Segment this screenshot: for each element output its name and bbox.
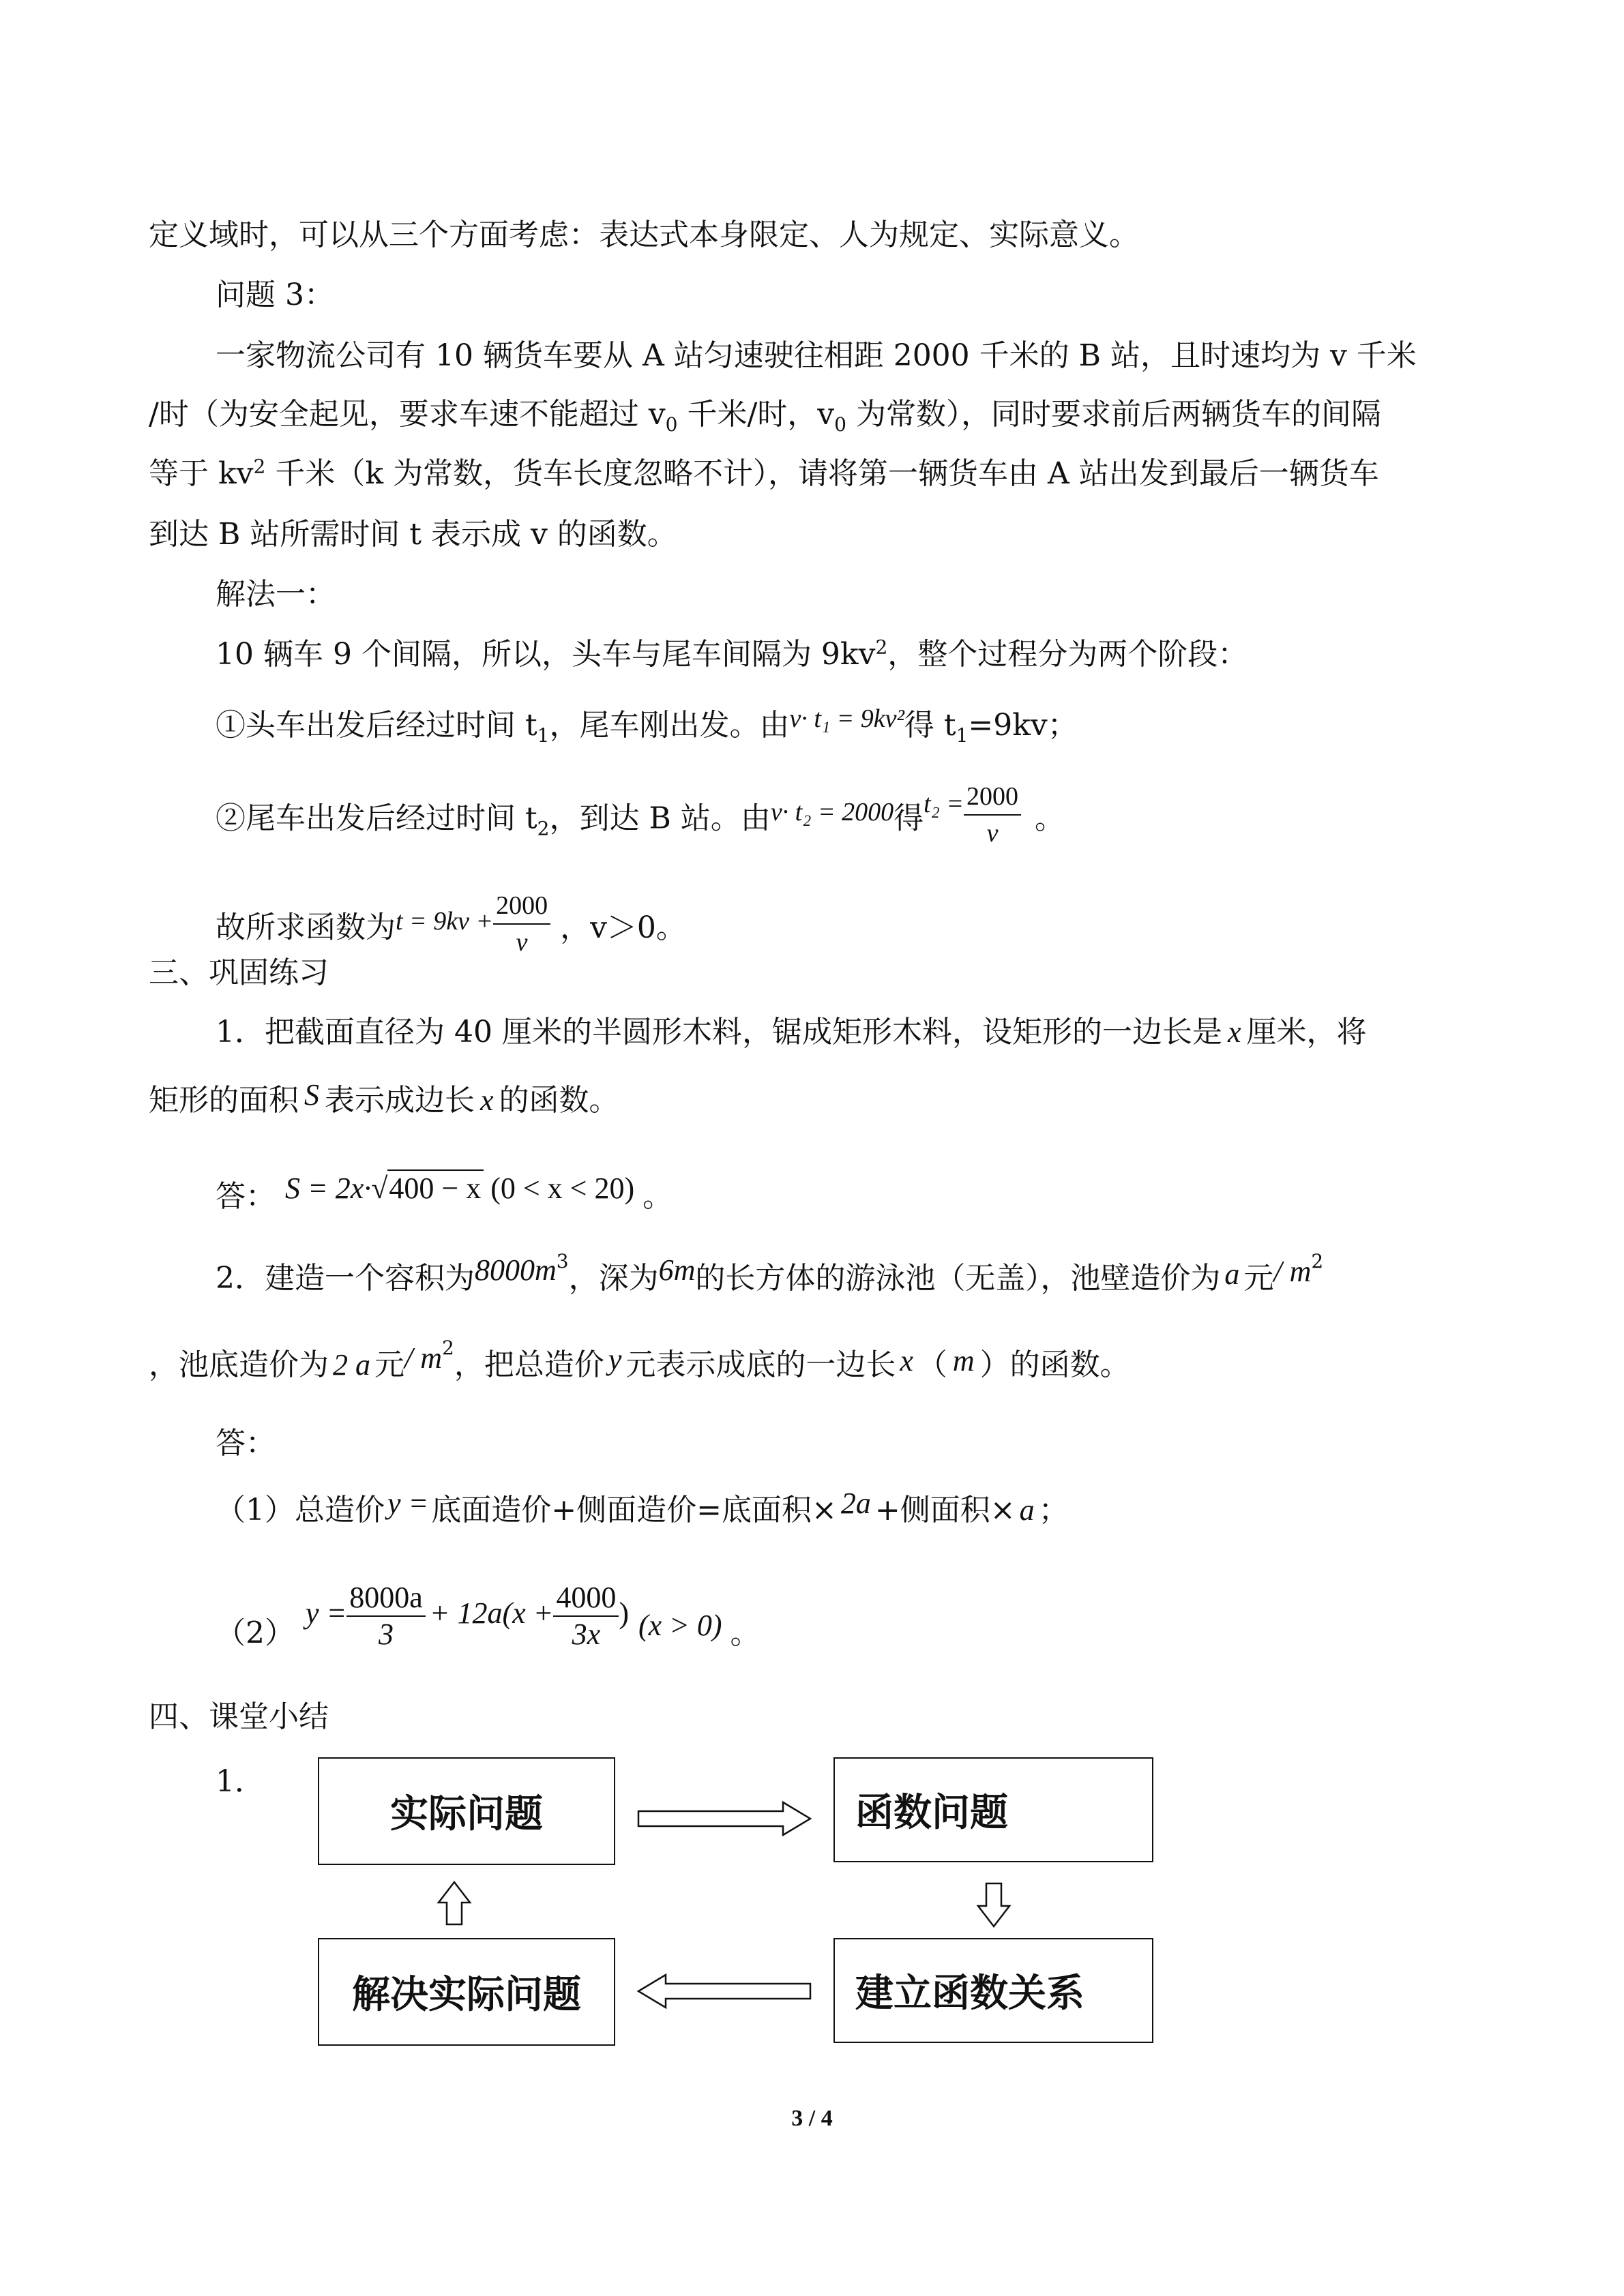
arrow-up-icon	[439, 1882, 470, 1924]
formula-step2: v· t₂ = 2000	[770, 797, 894, 826]
sqrt-expression: 400 − x	[387, 1169, 484, 1206]
diagram-box-build-function: 建立函数关系	[833, 1938, 1153, 2043]
exercise2-line-2: ，池底造价为 2 a 元/ $m^2$，把总造价 y 元表示成底的一边长 x （ m ）的函数。	[149, 1337, 1130, 1382]
arrow-right-icon	[638, 1802, 810, 1835]
page-number: 3 / 4	[791, 2106, 833, 2131]
problem3-label: 问题 3：	[216, 278, 334, 312]
exercise1-line-2: 矩形的面积 S 表示成边长 x 的函数。	[149, 1078, 619, 1118]
exercise2-line-1: 2．建造一个容积为$8000m^3$，深为6m的长方体的游泳池（无盖），池壁造价为 a 元/ $m^2$	[216, 1250, 1324, 1296]
problem3-line-2: /时（为安全起见，要求车速不能超过 $v_0$ 千米/时，$v_0$ 为常数），同时要求前后两辆货车的间隔	[149, 397, 1381, 436]
section-4-title: 四、课堂小结	[149, 1699, 329, 1734]
solution-step-2: ②尾车出发后经过时间 $t_2$，到达 B 站。由v· t₂ = 2000得t₂ = $\frac{2000}{v}$ 。	[216, 784, 1065, 856]
section-3-title: 三、巩固练习	[149, 955, 329, 990]
exercise1-line-1: 1．把截面直径为 40 厘米的半圆形木料，锯成矩形木料，设矩形的一边长是 x 厘米，将	[216, 1015, 1367, 1049]
exercise2-answer-label: 答：	[216, 1426, 276, 1461]
diagram-box-practical-problem: 实际问题	[318, 1757, 615, 1865]
problem3-line-4: 到达 B 站所需时间 t 表示成 v 的函数。	[149, 517, 677, 552]
fraction-4000-over-3x: $\frac{4000}{3x}$	[553, 1580, 619, 1652]
exercise2-answer-1: （1）总造价y =底面造价+侧面造价=底面积× 2a +侧面积× a ；	[216, 1487, 1069, 1527]
exercise2-answer-2: （2）y = $\frac{8000a}{3}$ + 12a(x + $\frac{4000}{3x}$ ) (x > 0) 。	[216, 1581, 761, 1651]
problem3-line-3: 等于 $kv^2$ 千米（k 为常数，货车长度忽略不计），请将第一辆货车由 A 站出发到最后一辆货车	[149, 455, 1379, 491]
summary-number: 1．	[216, 1764, 265, 1799]
fraction-result: $\frac{2000}{v}$	[493, 888, 550, 960]
diagram-box-solve-problem: 解决实际问题	[318, 1938, 615, 2046]
solution-result: 故所求函数为t = 9kv + $\frac{2000}{v}$ ，v＞0。	[216, 893, 686, 966]
solution-line-1: 10 辆车 9 个间隔，所以，头车与尾车间隔为 $9kv^2$，整个过程分为两个阶段：	[216, 636, 1248, 672]
solution-step-1: ①头车出发后经过时间 $t_1$，尾车刚出发。由v· t₁ = 9kv²得 $t_1=9kv$；	[216, 704, 1078, 747]
arrow-down-icon	[978, 1883, 1009, 1926]
arrow-left-icon	[638, 1975, 810, 2008]
formula-step1: v· t₁ = 9kv²	[789, 704, 904, 733]
text-line-domain: 定义域时，可以从三个方面考虑：表达式本身限定、人为规定、实际意义。	[149, 218, 1139, 252]
fraction-8000a-over-3: $\frac{8000a}{3}$	[346, 1580, 426, 1652]
diagram-box-function-problem: 函数问题	[833, 1757, 1153, 1862]
problem3-line-1: 一家物流公司有 10 辆货车要从 A 站匀速驶往相距 2000 千米的 B 站，且时速均为 v 千米	[216, 338, 1417, 373]
fraction-2000-over-v: $\frac{2000}{v}$	[964, 779, 1021, 851]
solution1-label: 解法一：	[216, 577, 336, 612]
exercise1-answer: 答： S = 2x·√400 − x (0 < x < 20) 。	[216, 1176, 673, 1217]
